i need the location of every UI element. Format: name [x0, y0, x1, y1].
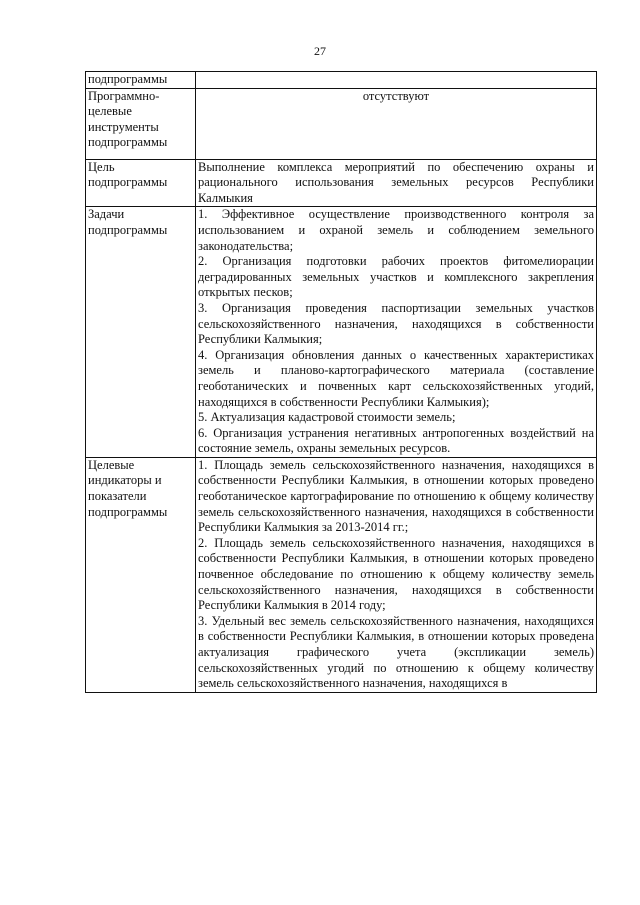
- row-value: [196, 159, 597, 207]
- row-label: подпрограммы: [86, 72, 196, 89]
- paragraph: 1. Площадь земель сельскохозяйственного назначения, находящихся в собственности Республики Калмыкия, в отношении которых проведено геоботаническое картографирование по отношению к общему количеству земель сельскохозяйственного назначения, находящихся в собственности Республики Калмыкия за 2013-2014 гг.;: [198, 457, 594, 535]
- row-value: отсутствуют: [196, 88, 597, 159]
- paragraph: 5. Актуализация кадастровой стоимости земель;: [198, 410, 456, 425]
- table-row: [86, 88, 597, 159]
- row-label: Цель подпрограммы: [86, 159, 196, 207]
- paragraph: 3. Организация проведения паспортизации земельных участков сельскохозяйственного назначения, находящихся в собственности Республики Калмыкия;: [198, 300, 594, 347]
- paragraph: 3. Удельный вес земель сельскохозяйственного назначения, находящихся в собственности Республики Калмыкия, в отношении которых проведена актуализация графического учета (экспликации земель) сельскохозяйственных угодий по отношению к общему количеству земель сельскохозяйственного назначения, находящихся в: [198, 613, 594, 691]
- page-number: 27: [314, 44, 326, 58]
- paragraph: 4. Организация обновления данных о качественных характеристиках земель и планово-картографического материала (составление геоботанических и почвенных карт сельскохозяйственных угодий, находящихся в собственности Республики Калмыкия);: [198, 347, 594, 409]
- table-row: [86, 72, 597, 89]
- row-value-empty: [196, 72, 597, 89]
- table-row: [86, 207, 597, 458]
- table-row: [86, 159, 597, 207]
- subprogram-passport-table: [85, 71, 597, 693]
- paragraph: Выполнение комплекса мероприятий по обеспечению охраны и рационального использования земельных ресурсов Республики Калмыкия: [198, 159, 594, 205]
- table-row: [86, 457, 597, 692]
- row-label: Программно-целевые инструменты подпрограммы: [86, 88, 196, 159]
- paragraph: 1. Эффективное осуществление производственного контроля за использованием и охраной земель и соблюдением земельного законодательства;: [198, 207, 594, 253]
- row-label: Целевые индикаторы и показатели подпрограммы: [86, 457, 196, 692]
- row-label: Задачи подпрограммы: [86, 207, 196, 458]
- row-value: [196, 207, 597, 458]
- paragraph: 2. Площадь земель сельскохозяйственного назначения, находящихся в собственности Республики Калмыкия, в отношении которых проведено почвенное обследование по отношению к общему количеству земель сельскохозяйственного назначения, находящихся в собственности Республики Калмыкия в 2014 году;: [198, 535, 594, 613]
- paragraph: 6. Организация устранения негативных антропогенных воздействий на состояние земель, охраны земельных ресурсов.: [198, 425, 594, 456]
- paragraph: 2. Организация подготовки рабочих проектов фитомелиорации деградированных земельных участков и комплексного закрепления открытых песков;: [198, 254, 594, 300]
- row-value: [196, 457, 597, 692]
